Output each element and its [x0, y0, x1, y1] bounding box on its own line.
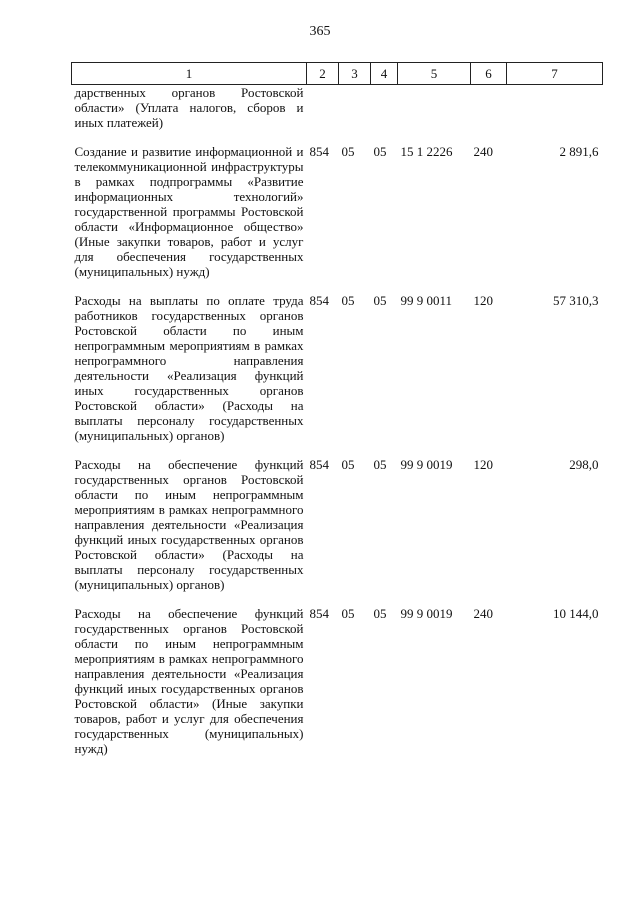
row-c5: 15 1 2226: [400, 144, 453, 159]
row-amount: 2 891,6: [559, 144, 599, 159]
row-c4: 05: [373, 457, 387, 472]
row-c3: 05: [341, 457, 355, 472]
row-c5: 99 9 0019: [400, 606, 453, 621]
row-description: Создание и развитие информационной и телекоммуникационной инфраструктуры в рамках подпрограммы «Развитие информационных технологий» государственной программы Ростовской области «Информационное общество» (Иные закупки товаров, работ и услуг для обеспечения государственных (муниципальных) нужд): [74, 144, 304, 279]
row-c2: [307, 85, 339, 145]
row-c6: 120: [473, 293, 493, 308]
table-row: [72, 457, 603, 606]
row-c2: 854: [309, 457, 329, 472]
row-c3: 05: [341, 293, 355, 308]
row-c6: 120: [473, 457, 493, 472]
row-c3: 05: [341, 606, 355, 621]
row-c5: [398, 85, 471, 145]
row-c3: [339, 85, 371, 145]
row-c4: 05: [373, 293, 387, 308]
row-description: Расходы на выплаты по оплате труда работников государственных органов Ростовской области по иным непрограммным мероприятиям в рамках непрограммного направления деятельности «Реализация функций иных государственных органов Ростовской области» (Расходы на выплаты персоналу государственных (муниципальных) органов): [74, 293, 304, 443]
row-amount: [507, 85, 603, 145]
table-row: [72, 85, 603, 145]
row-c3: 05: [341, 144, 355, 159]
row-c4: 05: [373, 144, 387, 159]
table-header: [72, 63, 603, 85]
table-row: [72, 606, 603, 770]
column-header-2: 2: [307, 63, 339, 85]
row-amount: 57 310,3: [553, 293, 599, 308]
column-header-4: 4: [371, 63, 398, 85]
table-row: [72, 144, 603, 293]
row-c6: [471, 85, 507, 145]
row-c2: 854: [309, 293, 329, 308]
column-header-7: 7: [507, 63, 603, 85]
row-c4: [371, 85, 398, 145]
table-row: [72, 293, 603, 457]
row-description: Расходы на обеспечение функций государственных органов Ростовской области по иным непрограммным мероприятиям в рамках непрограммного направления деятельности «Реализация функций иных государственных органов Ростовской области» (Иные закупки товаров, работ и услуг для обеспечения государственных (муниципальных) нужд): [74, 606, 304, 756]
row-description: дарственных органов Ростовской области» (Уплата налогов, сборов и иных платежей): [74, 85, 304, 130]
row-c2: 854: [309, 606, 329, 621]
row-description: Расходы на обеспечение функций государственных органов Ростовской области по иным непрограммным мероприятиям в рамках непрограммного направления деятельности «Реализация функций иных государственных органов Ростовской области» (Расходы на выплаты персоналу государственных (муниципальных) органов): [74, 457, 304, 592]
row-c6: 240: [473, 606, 493, 621]
row-amount: 298,0: [569, 457, 599, 472]
row-c5: 99 9 0019: [400, 457, 453, 472]
row-c6: 240: [473, 144, 493, 159]
column-header-5: 5: [398, 63, 471, 85]
row-c5: 99 9 0011: [400, 293, 453, 308]
row-amount: 10 144,0: [553, 606, 599, 621]
column-header-3: 3: [339, 63, 371, 85]
budget-table: [71, 62, 603, 770]
column-header-1: 1: [72, 63, 307, 85]
page-number: 365: [309, 24, 331, 39]
row-c2: 854: [309, 144, 329, 159]
column-header-6: 6: [471, 63, 507, 85]
row-c4: 05: [373, 606, 387, 621]
